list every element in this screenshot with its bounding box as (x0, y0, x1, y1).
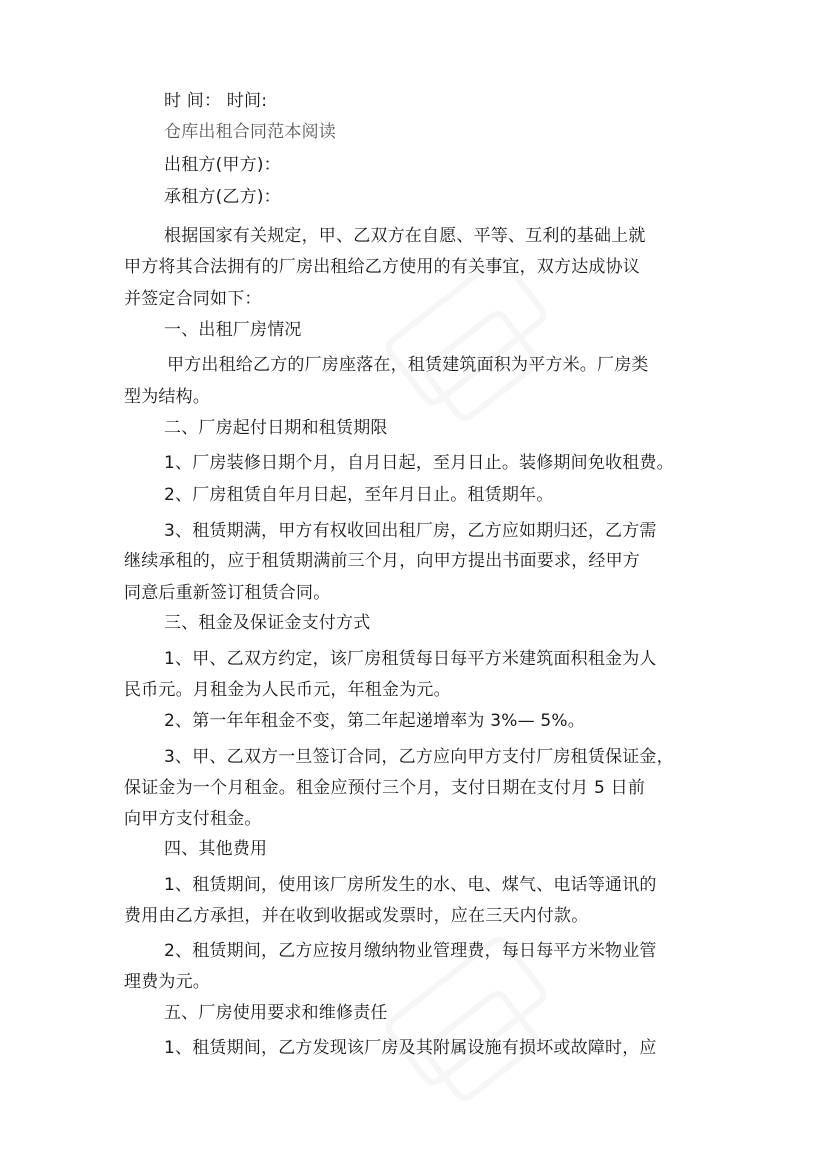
section-4-title: 四、其他费用 (164, 839, 268, 859)
section-2-item-3-line-1: 3、租赁期满，甲方有权收回出租厂房，乙方应如期归还，乙方需 (164, 521, 657, 541)
section-2-item-3-line-2: 继续承租的，应于租赁期满前三个月，向甲方提出书面要求，经甲方 (124, 551, 640, 571)
section-1-p1-line-2: 型为结构。 (124, 387, 210, 407)
lessee-label: 承租方(乙方)： (164, 187, 281, 207)
section-2-title: 二、厂房起付日期和租赁期限 (164, 418, 388, 438)
intro-line-2: 甲方将其合法拥有的厂房出租给乙方使用的有关事宜，双方达成协议 (124, 257, 640, 277)
intro-line-3: 并签定合同如下： (124, 289, 262, 309)
section-5-item-1-line-1: 1、租赁期间，乙方发现该厂房及其附属设施有损坏或故障时，应 (164, 1038, 657, 1058)
document-title: 仓库出租合同范本阅读 (164, 122, 336, 142)
section-3-item-1-line-2: 民币元。月租金为人民币元，年租金为元。 (124, 680, 451, 700)
section-4-item-2-line-2: 理费为元。 (124, 972, 210, 992)
section-5-title: 五、厂房使用要求和维修责任 (164, 1003, 388, 1023)
section-3-item-3-line-2: 保证金为一个月租金。租金应预付三个月，支付日期在支付月 5 日前 (124, 778, 646, 798)
section-4-item-2-line-1: 2、租赁期间，乙方应按月缴纳物业管理费，每日每平方米物业管 (164, 941, 657, 961)
section-1-p1-line-1: 甲方出租给乙方的厂房座落在，租赁建筑面积为平方米。厂房类 (167, 355, 649, 375)
section-4-item-1-line-1: 1、租赁期间，使用该厂房所发生的水、电、煤气、电话等通讯的 (164, 875, 657, 895)
section-3-item-2: 2、第一年年租金不变，第二年起递增率为 3%— 5%。 (164, 711, 585, 731)
section-3-title: 三、租金及保证金支付方式 (164, 613, 371, 633)
section-4-item-1-line-2: 费用由乙方承担，并在收到收据或发票时，应在三天内付款。 (124, 906, 589, 926)
section-3-item-1-line-1: 1、甲、乙双方约定，该厂房租赁每日每平方米建筑面积租金为人 (164, 649, 657, 669)
intro-line-1: 根据国家有关规定，甲、乙双方在自愿、平等、互利的基础上就 (164, 226, 646, 246)
section-3-item-3-line-3: 向甲方支付租金。 (124, 809, 262, 829)
section-2-item-2: 2、厂房租赁自年月日起，至年月日止。租赁期年。 (164, 485, 554, 505)
section-2-item-1: 1、厂房装修日期个月，自月日起，至月日止。装修期间免收租费。 (164, 453, 674, 473)
lessor-label: 出租方(甲方)： (164, 155, 281, 175)
section-2-item-3-line-3: 同意后重新签订租赁合同。 (124, 583, 331, 603)
section-3-item-3-line-1: 3、甲、乙双方一旦签订合同，乙方应向甲方支付厂房租赁保证金， (164, 747, 674, 767)
header-time: 时 间： 时间: (164, 91, 268, 111)
section-1-title: 一、出租厂房情况 (164, 320, 302, 340)
